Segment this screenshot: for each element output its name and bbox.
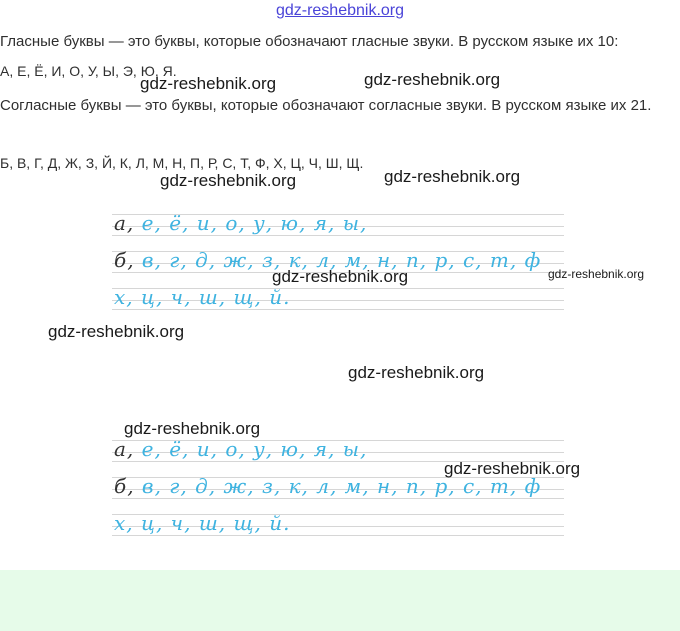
script-lead-letter: а, — [114, 211, 135, 235]
consonants-list: Б, В, Г, Д, Ж, З, Й, К, Л, М, Н, П, Р, С, Т, Ф, Х, Ц, Ч, Ш, Щ. — [0, 155, 364, 171]
watermark: gdz-reshebnik.org — [124, 419, 261, 438]
watermark: gdz-reshebnik.org — [364, 70, 501, 89]
watermark: gdz-reshebnik.org — [348, 363, 485, 382]
script-letters: е, ё, и, о, у, ю, я, ы, — [134, 437, 368, 461]
script-letters: х, ц, ч, ш, щ, й. — [114, 285, 291, 309]
footer-band — [0, 570, 680, 631]
vowels-paragraph: Гласные буквы — это буквы, которые обозначают гласные звуки. В русском языке их 10: — [0, 33, 619, 50]
script-lead-letter: а, — [114, 437, 135, 461]
watermark: gdz-reshebnik.org — [272, 267, 409, 286]
watermark: gdz-reshebnik.org — [444, 459, 581, 478]
copybook-image-1 — [112, 202, 564, 313]
script-lead-letter: б, — [114, 474, 135, 498]
script-lead-letter: б, — [114, 248, 135, 272]
watermark: gdz-reshebnik.org — [384, 167, 521, 186]
script-letters: в, г, д, ж, з, к, л, м, н, п, р, с, т, ф — [134, 248, 542, 272]
script-letters: е, ё, и, о, у, ю, я, ы, — [134, 211, 368, 235]
site-link[interactable]: gdz-reshebnik.org — [275, 2, 405, 19]
consonants-paragraph: Согласные буквы — это буквы, которые обозначают согласные звуки. В русском языке их 21. — [0, 97, 652, 114]
watermark: gdz-reshebnik.org — [48, 322, 185, 341]
watermark: gdz-reshebnik.org — [160, 171, 297, 190]
watermark: gdz-reshebnik.org — [140, 74, 277, 93]
vowels-list: А, Е, Ё, И, О, У, Ы, Э, Ю, Я. — [0, 63, 177, 79]
watermark: gdz-reshebnik.org — [548, 267, 645, 281]
script-letters: в, г, д, ж, з, к, л, м, н, п, р, с, т, ф — [134, 474, 542, 498]
script-letters: х, ц, ч, ш, щ, й. — [114, 511, 291, 535]
copybook-line — [112, 202, 564, 239]
copybook-image-2 — [112, 428, 564, 539]
copybook-line — [112, 502, 564, 539]
